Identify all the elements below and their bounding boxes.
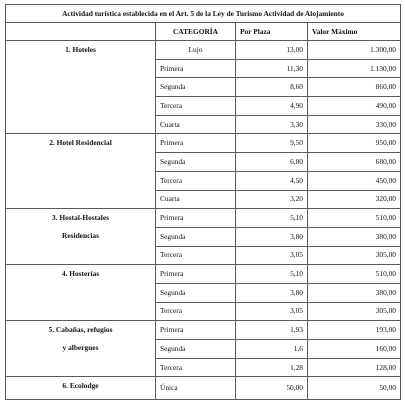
valor-maximo-cell: 450,00 <box>308 171 401 190</box>
group-label-line: 1. Hoteles <box>65 45 96 54</box>
valor-maximo-cell: 330,00 <box>308 115 401 134</box>
categoria-cell: Tercera <box>156 302 236 321</box>
valor-maximo-cell: 380,00 <box>308 227 401 246</box>
categoria-cell: Tercera <box>156 171 236 190</box>
valor-maximo-cell: 490,00 <box>308 97 401 116</box>
table-row <box>6 134 401 153</box>
valor-maximo-cell: 380,00 <box>308 283 401 302</box>
por-plaza-cell: 3,30 <box>236 115 308 134</box>
categoria-cell: Primera <box>156 134 236 153</box>
categoria-cell: Primera <box>156 59 236 78</box>
categoria-cell: Segunda <box>156 283 236 302</box>
group-label-cell <box>6 265 156 321</box>
por-plaza-cell: 5,10 <box>236 265 308 284</box>
por-plaza-cell: 1,28 <box>236 358 308 377</box>
categoria-cell: Única <box>156 377 236 400</box>
categoria-cell: Segunda <box>156 153 236 172</box>
group-label-line: 4. Hosterías <box>61 269 100 279</box>
document-table-wrapper <box>5 4 400 400</box>
categoria-cell: Segunda <box>156 227 236 246</box>
categoria-cell: Cuarta <box>156 190 236 209</box>
categoria-cell: Tercera <box>156 358 236 377</box>
valor-maximo-cell: 305,00 <box>308 302 401 321</box>
categoria-cell: Segunda <box>156 340 236 359</box>
valor-maximo-cell: 320,00 <box>308 190 401 209</box>
valor-maximo-cell: 510,00 <box>308 209 401 228</box>
header-categoria: CATEGORÍA <box>156 23 236 41</box>
group-label-line: 3. Hostal-Hostales <box>51 213 110 223</box>
table-row <box>6 209 401 228</box>
group-label-line: 5. Cabañas, refugios <box>48 325 113 335</box>
valor-maximo-cell: 50,00 <box>308 377 401 400</box>
por-plaza-cell: 13,00 <box>236 41 308 60</box>
group-label-line: 6. Ecolodge <box>62 381 99 391</box>
valor-maximo-cell: 160,00 <box>308 340 401 359</box>
categoria-cell: Primera <box>156 321 236 340</box>
por-plaza-cell: 50,00 <box>236 377 308 400</box>
header-por-plaza: Por Plaza <box>236 23 308 41</box>
table-title: Actividad turística establecida en el Art. 5 de la Ley de Turismo Actividad de Alojamiento <box>6 5 401 23</box>
valor-maximo-cell: 193,00 <box>308 321 401 340</box>
categoria-cell: Tercera <box>156 246 236 265</box>
valor-maximo-cell: 860,00 <box>308 78 401 97</box>
valor-maximo-cell: 950,00 <box>308 134 401 153</box>
valor-maximo-cell: 1.130,00 <box>308 59 401 78</box>
categoria-cell: Lujo <box>156 41 236 60</box>
group-label-cell <box>6 377 156 400</box>
table-title-row <box>6 5 401 23</box>
por-plaza-cell: 3,05 <box>236 302 308 321</box>
group-label-cell <box>6 321 156 377</box>
por-plaza-cell: 9,50 <box>236 134 308 153</box>
group-label-line: Residencias <box>62 231 99 241</box>
por-plaza-cell: 8,60 <box>236 78 308 97</box>
table-body <box>6 41 401 400</box>
valor-maximo-cell: 1.300,00 <box>308 41 401 60</box>
valor-maximo-cell: 128,00 <box>308 358 401 377</box>
por-plaza-cell: 4,50 <box>236 171 308 190</box>
group-label-cell <box>6 41 156 134</box>
table-row <box>6 41 401 60</box>
categoria-cell: Cuarta <box>156 115 236 134</box>
group-label-cell <box>6 134 156 209</box>
por-plaza-cell: 1,6 <box>236 340 308 359</box>
por-plaza-cell: 5,10 <box>236 209 308 228</box>
por-plaza-cell: 3,20 <box>236 190 308 209</box>
por-plaza-cell: 11,30 <box>236 59 308 78</box>
table-row <box>6 377 401 400</box>
valor-maximo-cell: 305,00 <box>308 246 401 265</box>
table-row <box>6 321 401 340</box>
valor-maximo-cell: 680,00 <box>308 153 401 172</box>
por-plaza-cell: 3,80 <box>236 227 308 246</box>
alojamiento-table <box>5 4 401 400</box>
por-plaza-cell: 3,80 <box>236 283 308 302</box>
por-plaza-cell: 4,90 <box>236 97 308 116</box>
header-empty <box>6 23 156 41</box>
por-plaza-cell: 1,93 <box>236 321 308 340</box>
group-label-cell <box>6 209 156 265</box>
categoria-cell: Segunda <box>156 78 236 97</box>
group-label-line: 2. Hotel Residencial <box>49 138 112 148</box>
group-label-line: y albergues <box>62 343 99 353</box>
table-row <box>6 265 401 284</box>
por-plaza-cell: 3,05 <box>236 246 308 265</box>
header-valor-maximo: Valor Máximo <box>308 23 401 41</box>
valor-maximo-cell: 510,00 <box>308 265 401 284</box>
por-plaza-cell: 6,80 <box>236 153 308 172</box>
categoria-cell: Tercera <box>156 97 236 116</box>
categoria-cell: Primera <box>156 209 236 228</box>
categoria-cell: Primera <box>156 265 236 284</box>
table-header-row <box>6 23 401 41</box>
